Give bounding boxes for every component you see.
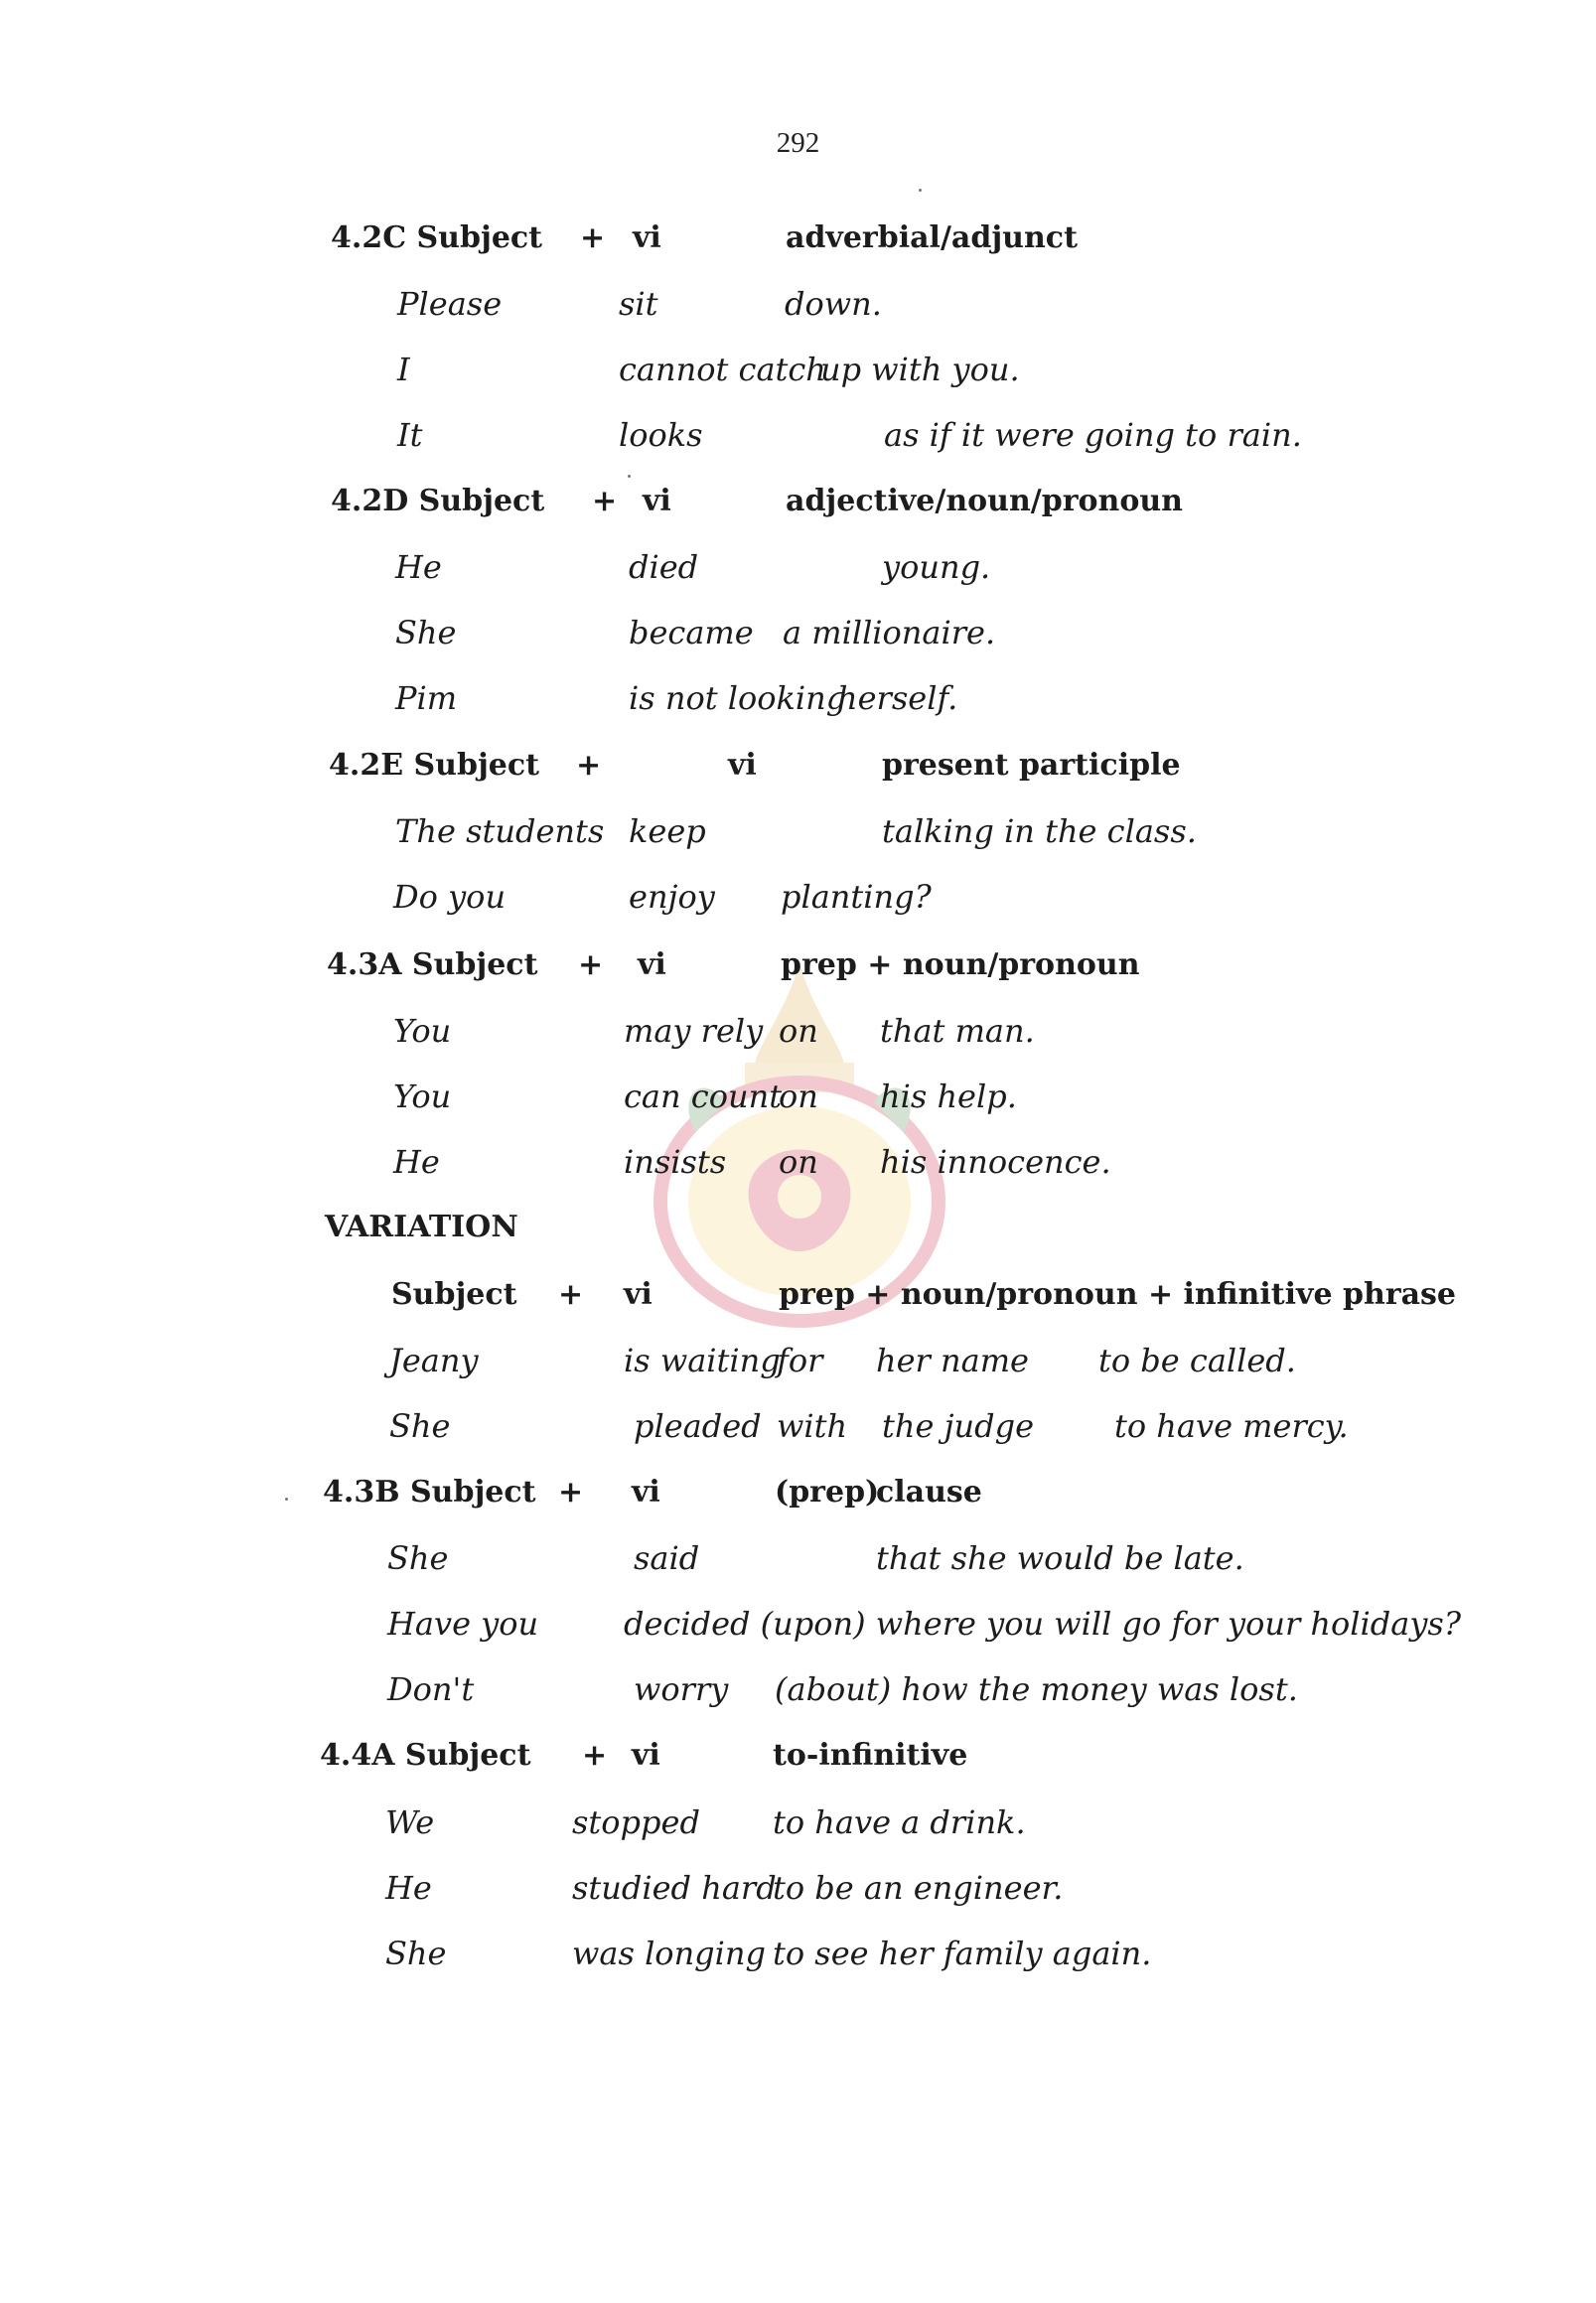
heading-verb: vi bbox=[633, 220, 661, 255]
example-verb: became bbox=[629, 614, 754, 651]
example-subject: Please bbox=[397, 285, 503, 323]
example-object: his help. bbox=[880, 1078, 1017, 1115]
example-preposition: on bbox=[779, 1012, 818, 1050]
example-infinitive: to have mercy. bbox=[1114, 1407, 1349, 1445]
heading-subject: 4.2C Subject bbox=[331, 220, 543, 255]
section-heading-4-3a bbox=[0, 945, 1596, 985]
example-subject: I bbox=[397, 351, 410, 388]
example-object: the judge bbox=[882, 1407, 1035, 1445]
scan-speck bbox=[285, 1498, 288, 1501]
example-verb: cannot catch bbox=[619, 351, 826, 388]
example-row bbox=[0, 350, 1596, 389]
heading-plus: + bbox=[558, 1475, 584, 1510]
heading-subject: 4.2D Subject bbox=[331, 484, 545, 518]
heading-complement: clause bbox=[876, 1475, 982, 1510]
heading-complement: prep + noun/pronoun + infinitive phrase bbox=[779, 1277, 1456, 1312]
example-row bbox=[0, 1802, 1596, 1842]
example-subject: Jeany bbox=[389, 1342, 479, 1379]
example-complement: that she would be late. bbox=[876, 1539, 1244, 1577]
heading-subject: Subject bbox=[391, 1277, 517, 1312]
example-row bbox=[0, 1538, 1596, 1578]
example-subject: He bbox=[393, 1143, 440, 1181]
example-subject: Have you bbox=[387, 1605, 539, 1643]
example-complement: down. bbox=[785, 285, 882, 323]
example-subject: It bbox=[397, 416, 423, 454]
example-complement: planting? bbox=[781, 878, 932, 916]
heading-plus: + bbox=[582, 1738, 608, 1773]
heading-plus: + bbox=[578, 947, 604, 982]
section-heading-4-4a bbox=[0, 1736, 1596, 1776]
example-row bbox=[0, 1077, 1596, 1116]
example-verb: worry bbox=[634, 1670, 729, 1708]
example-object: his innocence. bbox=[880, 1143, 1111, 1181]
example-row bbox=[0, 1934, 1596, 1973]
section-heading-4-2e bbox=[0, 746, 1596, 786]
example-verb: died bbox=[629, 548, 699, 586]
example-subject: You bbox=[393, 1078, 452, 1115]
heading-verb: vi bbox=[624, 1277, 653, 1312]
example-row bbox=[0, 547, 1596, 587]
example-subject: Don't bbox=[387, 1670, 475, 1708]
heading-verb: vi bbox=[632, 1475, 660, 1510]
heading-verb: vi bbox=[632, 1738, 660, 1773]
example-complement: up with you. bbox=[820, 351, 1020, 388]
example-row bbox=[0, 877, 1596, 917]
example-verb: said bbox=[634, 1539, 700, 1577]
section-heading-4-3b bbox=[0, 1473, 1596, 1512]
example-complement: young. bbox=[882, 548, 991, 586]
example-complement: to see her family again. bbox=[773, 1935, 1152, 1972]
example-verb: looks bbox=[619, 416, 703, 454]
heading-complement: adverbial/adjunct bbox=[786, 220, 1078, 255]
section-heading-4-2c bbox=[0, 218, 1596, 258]
example-subject: Pim bbox=[395, 679, 458, 717]
example-subject: You bbox=[393, 1012, 452, 1050]
heading-plus: + bbox=[576, 748, 602, 783]
heading-plus: + bbox=[580, 220, 606, 255]
example-row bbox=[0, 811, 1596, 851]
heading-subject: 4.3A Subject bbox=[327, 947, 538, 982]
example-verb-and-clause: decided (upon) where you will go for your holidays? bbox=[624, 1605, 1461, 1643]
heading-verb: vi bbox=[728, 748, 757, 783]
example-preposition: with bbox=[777, 1407, 848, 1445]
example-complement: herself. bbox=[837, 679, 958, 717]
scan-speck bbox=[919, 189, 922, 192]
example-row bbox=[0, 1406, 1596, 1446]
example-verb: may rely bbox=[624, 1012, 764, 1050]
example-verb: enjoy bbox=[629, 878, 715, 916]
heading-subject: 4.2E Subject bbox=[329, 748, 540, 783]
example-row bbox=[0, 1868, 1596, 1908]
variation-label-row bbox=[0, 1208, 1596, 1247]
example-row bbox=[0, 678, 1596, 718]
example-object: that man. bbox=[880, 1012, 1035, 1050]
section-heading-4-2d bbox=[0, 482, 1596, 521]
example-complement: to be an engineer. bbox=[773, 1869, 1064, 1907]
example-row bbox=[0, 1142, 1596, 1182]
example-row bbox=[0, 284, 1596, 324]
example-verb: insists bbox=[624, 1143, 727, 1181]
example-verb: studied hard bbox=[572, 1869, 777, 1907]
example-complement: to have a drink. bbox=[773, 1803, 1026, 1841]
example-complement: (about) how the money was lost. bbox=[775, 1670, 1298, 1708]
example-complement: as if it were going to rain. bbox=[884, 416, 1302, 454]
example-subject: We bbox=[385, 1803, 435, 1841]
example-row bbox=[0, 613, 1596, 652]
example-preposition: on bbox=[779, 1143, 818, 1181]
example-row bbox=[0, 415, 1596, 455]
example-verb: was longing bbox=[572, 1935, 766, 1972]
example-preposition: for bbox=[777, 1342, 823, 1379]
heading-prep: (prep) bbox=[775, 1475, 880, 1510]
heading-subject: 4.4A Subject bbox=[320, 1738, 531, 1773]
heading-complement: adjective/noun/pronoun bbox=[786, 484, 1183, 518]
example-row bbox=[0, 1604, 1596, 1644]
example-row bbox=[0, 1341, 1596, 1380]
section-heading-variation bbox=[0, 1275, 1596, 1315]
heading-subject: 4.3B Subject bbox=[323, 1475, 536, 1510]
example-verb: pleaded bbox=[634, 1407, 762, 1445]
example-complement: a millionaire. bbox=[783, 614, 996, 651]
example-row bbox=[0, 1011, 1596, 1051]
heading-complement: present participle bbox=[882, 748, 1181, 783]
example-subject: The students bbox=[395, 812, 605, 850]
example-verb: keep bbox=[629, 812, 706, 850]
example-subject: He bbox=[385, 1869, 432, 1907]
heading-plus: + bbox=[558, 1277, 584, 1312]
example-verb: is not looking bbox=[629, 679, 847, 717]
example-preposition: on bbox=[779, 1078, 818, 1115]
heading-verb: vi bbox=[638, 947, 666, 982]
example-subject: She bbox=[389, 1407, 451, 1445]
example-subject: She bbox=[395, 614, 457, 651]
heading-complement: to-infinitive bbox=[773, 1738, 968, 1773]
heading-verb: vi bbox=[643, 484, 671, 518]
example-subject: Do you bbox=[393, 878, 507, 916]
example-complement: talking in the class. bbox=[882, 812, 1197, 850]
example-subject: He bbox=[395, 548, 442, 586]
scan-speck bbox=[628, 475, 631, 478]
example-verb: sit bbox=[619, 285, 658, 323]
page-number: 292 bbox=[776, 127, 820, 159]
example-subject: She bbox=[385, 1935, 447, 1972]
example-subject: She bbox=[387, 1539, 449, 1577]
example-row bbox=[0, 1669, 1596, 1709]
variation-label: VARIATION bbox=[325, 1210, 518, 1244]
example-verb: is waiting bbox=[624, 1342, 781, 1379]
heading-plus: + bbox=[592, 484, 618, 518]
example-object: her name bbox=[876, 1342, 1029, 1379]
example-verb: stopped bbox=[572, 1803, 700, 1841]
example-verb: can count bbox=[624, 1078, 783, 1115]
example-infinitive: to be called. bbox=[1098, 1342, 1296, 1379]
heading-complement: prep + noun/pronoun bbox=[781, 947, 1140, 982]
